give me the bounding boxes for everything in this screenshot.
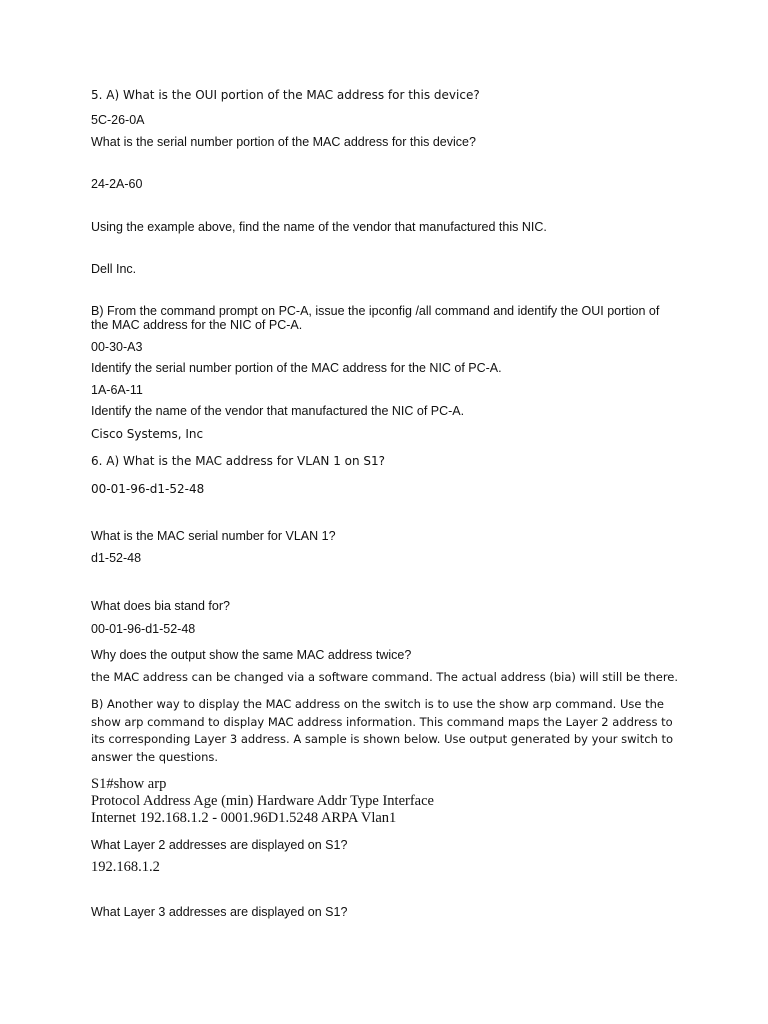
q6-bia-answer: 00-01-96-d1-52-48 [91, 622, 196, 636]
q6-twice-answer: the MAC address can be changed via a software command. The actual address (bia) will still be there. [91, 670, 679, 684]
q5-vendor-question: Using the example above, find the name of the vendor that manufactured this NIC. [91, 220, 547, 234]
cli-row: Internet 192.168.1.2 - 0001.96D1.5248 ARPA Vlan1 [91, 810, 397, 826]
q5-serial-question: What is the serial number portion of the MAC address for this device? [91, 135, 476, 149]
q6-serial-answer: d1-52-48 [91, 551, 142, 565]
q6a-answer: 00-01-96-d1-52-48 [91, 482, 205, 496]
q5b-vendor-answer: Cisco Systems, Inc [91, 427, 204, 441]
q5a-answer: 5C-26-0A [91, 113, 145, 127]
q5b-answer: 00-30-A3 [91, 340, 143, 354]
q5a-question: 5. A) What is the OUI portion of the MAC address for this device? [91, 88, 480, 102]
q6a-question: 6. A) What is the MAC address for VLAN 1 on S1? [91, 454, 386, 468]
q5b-vendor-question: Identify the name of the vendor that manufactured the NIC of PC-A. [91, 404, 465, 418]
q6-bia-question: What does bia stand for? [91, 599, 230, 613]
q5-serial-answer: 24-2A-60 [91, 177, 143, 191]
q5b-serial-answer: 1A-6A-11 [91, 383, 143, 397]
q6-twice-question: Why does the output show the same MAC address twice? [91, 648, 412, 662]
layer2-answer: 192.168.1.2 [91, 859, 160, 875]
q5b-question: B) From the command prompt on PC-A, issue the ipconfig /all command and identify the OUI portion of the MAC address for the NIC of PC-A. [91, 304, 660, 332]
q6b-paragraph: B) Another way to display the MAC address on the switch is to use the show arp command. Use the show arp command to display MAC address information. This command maps the Layer 2 address to its corresponding Layer 3 address. A sample is shown below. Use output generated by your switch to answer the questions. [91, 697, 674, 764]
cli-header: Protocol Address Age (min) Hardware Addr Type Interface [91, 793, 434, 809]
layer3-question: What Layer 3 addresses are displayed on S1? [91, 905, 348, 919]
cli-command: S1#show arp [91, 776, 167, 792]
layer2-question: What Layer 2 addresses are displayed on S1? [91, 838, 348, 852]
q5b-serial-question: Identify the serial number portion of the MAC address for the NIC of PC-A. [91, 361, 502, 375]
q6-serial-question: What is the MAC serial number for VLAN 1? [91, 529, 336, 543]
q5-vendor-answer: Dell Inc. [91, 262, 137, 276]
